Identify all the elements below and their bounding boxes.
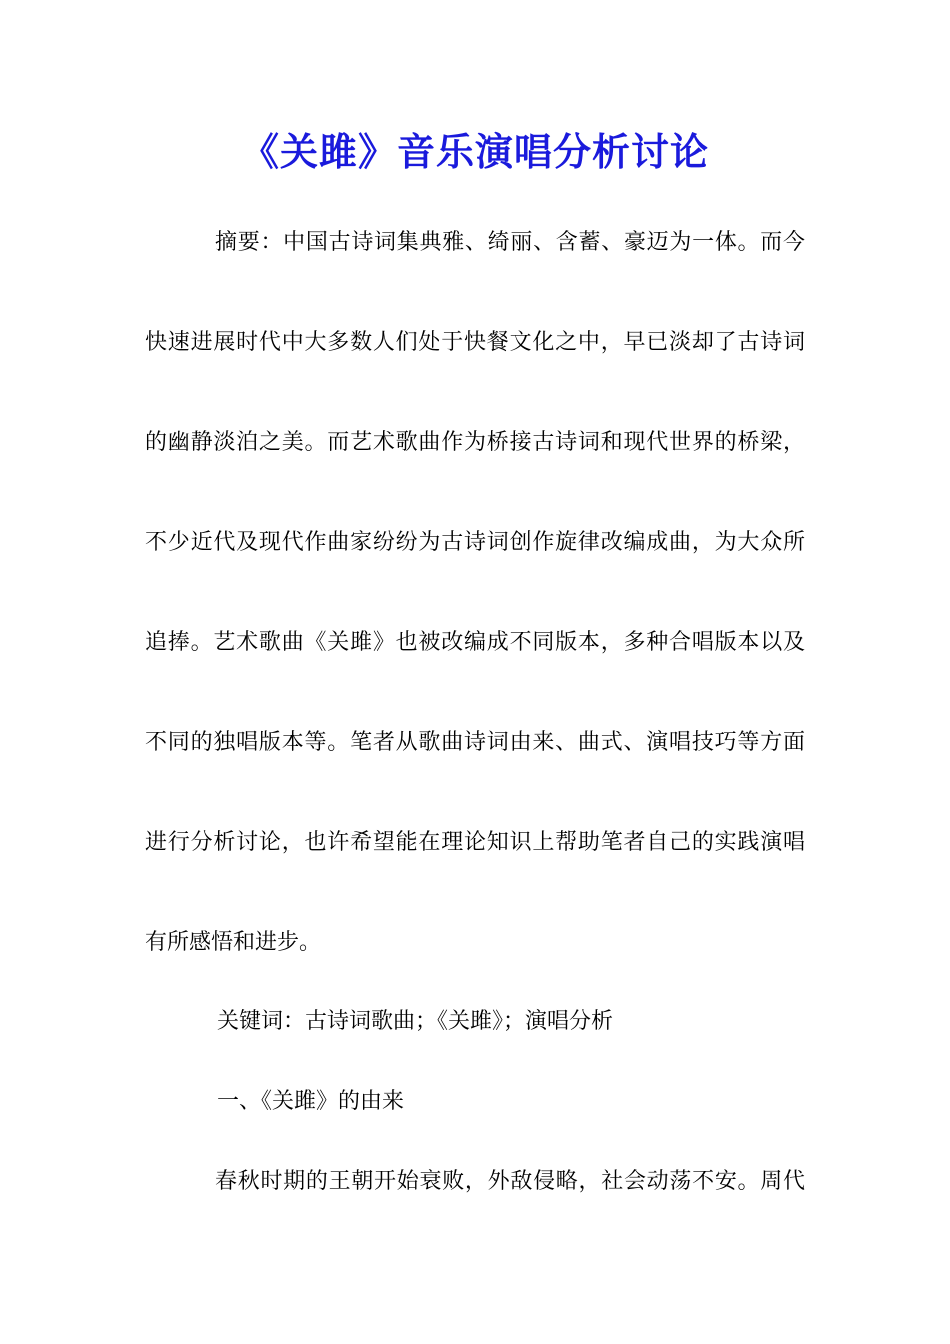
abstract-line-4: 不少近代及现代作曲家纷纷为古诗词创作旋律改编成曲，为大众所 (145, 530, 805, 555)
document-title: 《关雎》音乐演唱分析讨论 (240, 130, 709, 174)
abstract-line-7: 进行分析讨论，也许希望能在理论知识上帮助笔者自己的实践演唱 (145, 830, 805, 855)
abstract-line-1: 摘要：中国古诗词集典雅、绮丽、含蓄、豪迈为一体。而今 (215, 230, 805, 255)
body-paragraph-line: 春秋时期的王朝开始衰败，外敌侵略，社会动荡不安。周代 (215, 1169, 805, 1194)
abstract-line-8: 有所感悟和进步。 (145, 930, 322, 955)
section-heading: 一、《关雎》的由来 (217, 1089, 405, 1114)
abstract-line-3: 的幽静淡泊之美。而艺术歌曲作为桥接古诗词和现代世界的桥梁， (145, 430, 805, 455)
abstract-line-6: 不同的独唱版本等。笔者从歌曲诗词由来、曲式、演唱技巧等方面 (145, 730, 805, 755)
keywords-line: 关键词：古诗词歌曲；《关雎》；演唱分析 (217, 1009, 614, 1034)
abstract-line-2: 快速进展时代中大多数人们处于快餐文化之中，早已淡却了古诗词 (145, 330, 805, 355)
abstract-line-5: 追捧。艺术歌曲《关雎》也被改编成不同版本，多种合唱版本以及 (145, 630, 805, 655)
